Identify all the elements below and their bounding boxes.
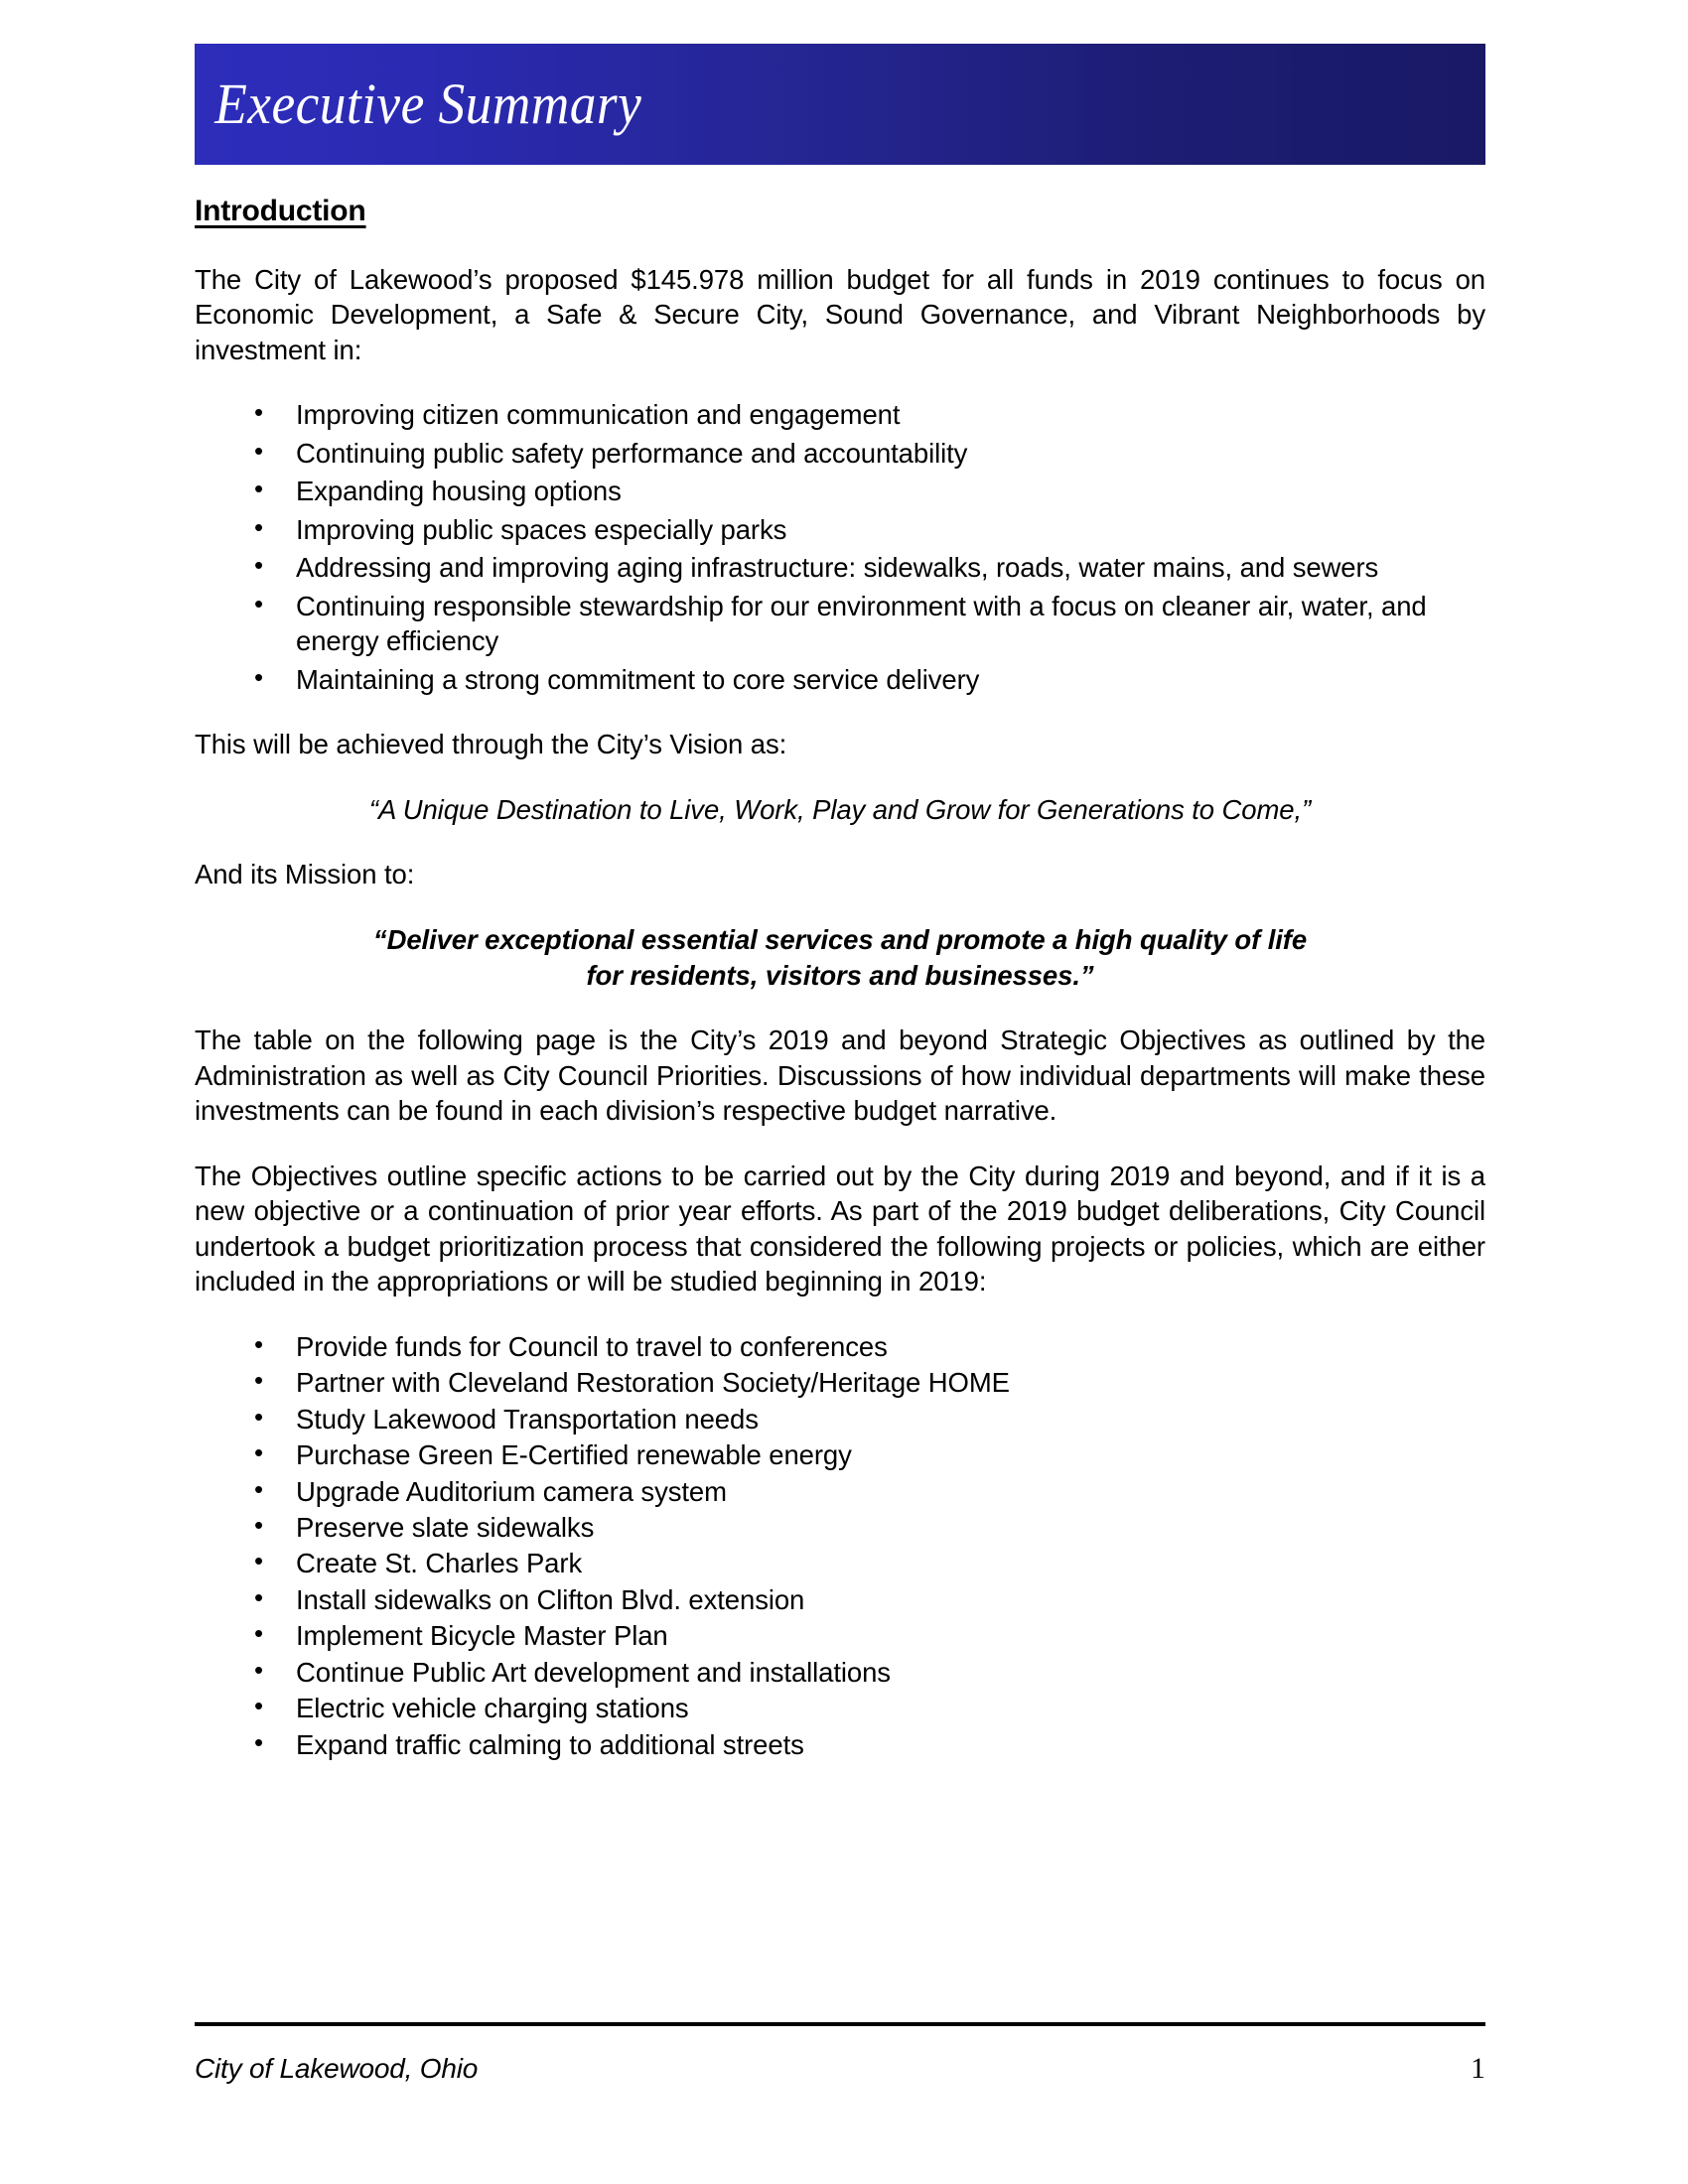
page-header-banner	[195, 44, 1485, 165]
list-item: • Expand traffic calming to additional streets	[254, 1727, 1485, 1762]
list-item: • Continuing responsible stewardship for our environment with a focus on cleaner air, water, and energy efficiency	[254, 589, 1485, 659]
list-item: • Addressing and improving aging infrastructure: sidewalks, roads, water mains, and sewers	[254, 550, 1485, 585]
investment-bullet-list	[195, 397, 1485, 697]
footer-organization: City of Lakewood, Ohio	[195, 2053, 479, 2084]
list-item: • Continue Public Art development and installations	[254, 1655, 1485, 1690]
priority-bullet-list	[195, 1329, 1485, 1763]
footer-row	[195, 2026, 1485, 2086]
list-item: • Maintaining a strong commitment to core service delivery	[254, 662, 1485, 697]
list-item: • Create St. Charles Park	[254, 1546, 1485, 1580]
list-item: • Electric vehicle charging stations	[254, 1691, 1485, 1725]
paragraph-mission-lead: And its Mission to:	[195, 859, 415, 890]
list-item: • Partner with Cleveland Restoration Society/Heritage HOME	[254, 1365, 1485, 1400]
section-heading-introduction: Introduction	[195, 195, 366, 227]
list-item: • Install sidewalks on Clifton Blvd. extension	[254, 1582, 1485, 1617]
list-item: • Improving citizen communication and engagement	[254, 397, 1485, 432]
page-footer	[195, 2022, 1485, 2086]
list-item: • Improving public spaces especially parks	[254, 512, 1485, 547]
mission-quote-line-1: “Deliver exceptional essential services and promote a high quality of life	[372, 923, 1308, 955]
list-item: • Provide funds for Council to travel to conferences	[254, 1329, 1485, 1364]
list-item: • Purchase Green E-Certified renewable energy	[254, 1437, 1485, 1472]
list-item: • Study Lakewood Transportation needs	[254, 1402, 1485, 1436]
paragraph-objectives: The Objectives outline specific actions to be carried out by the City during 2019 and beyond, and if it is a new objective or a continuation of prior year efforts. As part of the 2019 budget deliberations, City Council undertook a budget prioritization process that considered the following projects or policies, which are either included in the appropriations or will be studied beginning in 2019:	[195, 1160, 1485, 1297]
list-item: • Upgrade Auditorium camera system	[254, 1474, 1485, 1509]
paragraph-vision-lead: This will be achieved through the City’s Vision as:	[195, 729, 787, 760]
document-content	[195, 195, 1485, 1792]
mission-quote	[195, 922, 1485, 994]
list-item: • Continuing public safety performance and accountability	[254, 436, 1485, 471]
paragraph-table-note: The table on the following page is the City’s 2019 and beyond Strategic Objectives as outlined by the Administration as well as City Council Priorities. Discussions of how individual departments will make these investments can be found in each division’s respective budget narrative.	[195, 1024, 1485, 1127]
list-item: • Implement Bicycle Master Plan	[254, 1618, 1485, 1653]
page-title: Executive Summary	[214, 71, 642, 136]
mission-quote-line-2: for residents, visitors and businesses.”	[586, 959, 1094, 991]
paragraph-intro: The City of Lakewood’s proposed $145.978 million budget for all funds in 2019 continues to focus on Economic Development, a Safe & Secure City, Sound Governance, and Vibrant Neighborhoods by investment in:	[195, 264, 1485, 365]
footer-page-number: 1	[1471, 2052, 1485, 2085]
vision-quote: “A Unique Destination to Live, Work, Play and Grow for Generations to Come,”	[368, 793, 1312, 825]
list-item: • Expanding housing options	[254, 474, 1485, 508]
list-item: • Preserve slate sidewalks	[254, 1510, 1485, 1545]
